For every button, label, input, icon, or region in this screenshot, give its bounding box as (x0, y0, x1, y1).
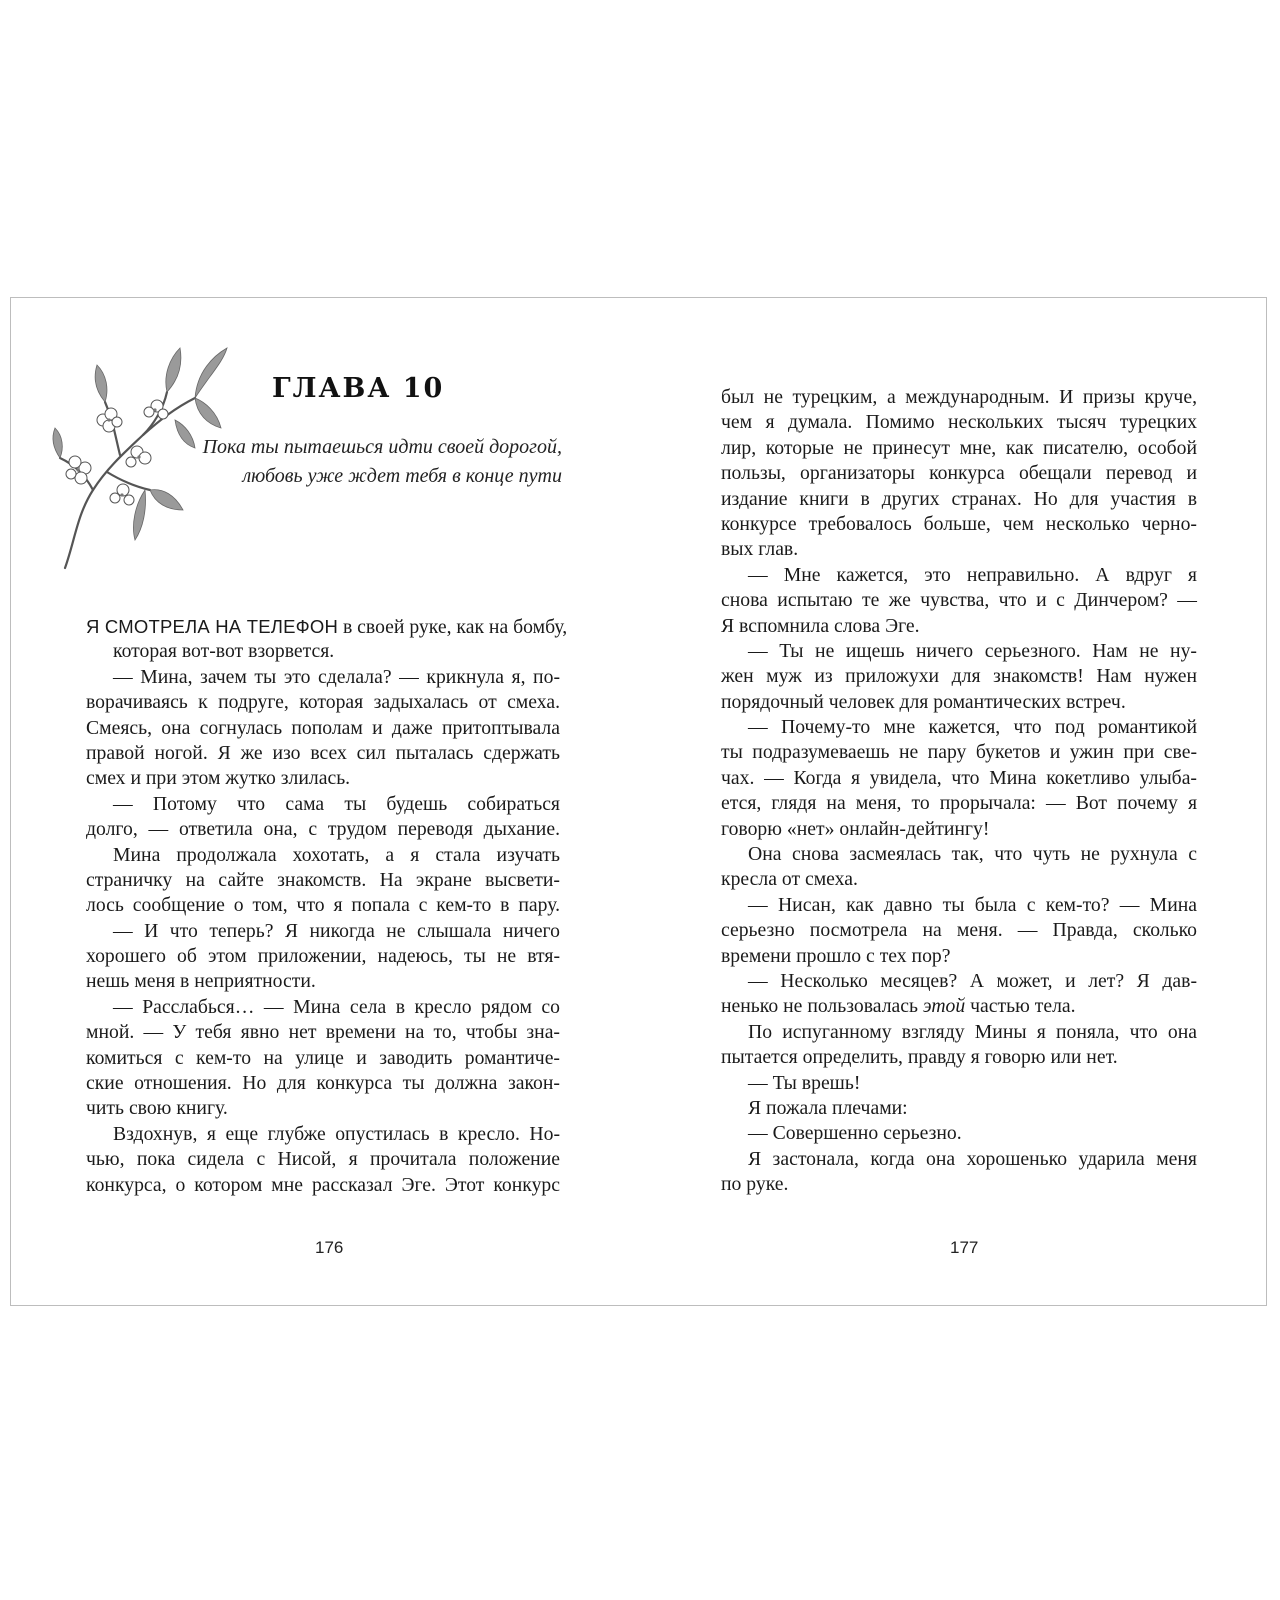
text-line: смех и при этом жутко злилась. (86, 767, 351, 790)
text-line: По испуганному взгляду Мины я поняла, что она (748, 1020, 1197, 1043)
text-line: мной. — У тебя явно нет времени на то, чтобы зна- (86, 1021, 560, 1044)
text-line: Вздохнув, я еще глубже опустилась в кресло. Но- (113, 1122, 560, 1145)
text-fragment: в своей руке, как на бомбу, (338, 616, 568, 638)
text-line: конкурса, о котором мне рассказал Эге. Этот конкурс (86, 1173, 560, 1196)
text-line: был не турецким, а международным. И призы круче, (721, 386, 1197, 408)
text-line: говорю «нет» онлайн-дейтингу! (721, 817, 990, 840)
text-line: лир, которые не принесут мне, как писателю, особой (721, 436, 1197, 459)
text-line: чить свою книгу. (86, 1097, 228, 1120)
text-line: времени прошло с тех пор? (721, 944, 951, 967)
text-line: — Нисан, как давно ты была с кем-то? — Мина (748, 893, 1197, 916)
text-line: нешь меня в неприятности. (86, 970, 316, 993)
text-line: комиться с кем-то на улице и заводить романтиче- (86, 1046, 560, 1069)
text-line: Я пожала плечами: (748, 1096, 908, 1119)
text-line: — Потому что сама ты будешь собираться (113, 792, 560, 815)
text-fragment: частью тела. (965, 995, 1076, 1018)
text-line: вых глав. (721, 538, 799, 561)
emphasized-word: этой (922, 995, 966, 1018)
text-line: снова испытаю те же чувства, что и с Динчером? — (721, 589, 1197, 612)
text-line (86, 614, 568, 639)
text-line: правой ногой. Я же изо всех сил пыталась сдержать (86, 741, 560, 764)
text-line: — Мне кажется, это неправильно. А вдруг я (748, 563, 1197, 586)
text-line: Я застонала, когда она хорошенько ударила меня (748, 1147, 1197, 1170)
text-line: пытается определить, правду я говорю или нет. (721, 1046, 1118, 1069)
chapter-epigraph (200, 433, 562, 491)
text-line: — Несколько месяцев? А может, и лет? Я дав- (748, 969, 1197, 992)
text-line: Она снова засмеялась так, что чуть не рухнула с (748, 843, 1197, 866)
text-line: ется, глядя на меня, то прорычала: — Вот почему я (721, 792, 1197, 815)
text-line: чем я думала. Помимо нескольких тысяч турецких (721, 411, 1197, 434)
text-fragment: ненько не пользовалась (721, 995, 923, 1018)
text-line: — Расслабься… — Мина села в кресло рядом со (113, 995, 560, 1018)
text-line: — Ты не ищешь ничего серьезного. Нам не ну- (748, 639, 1197, 662)
page-number-right: 177 (950, 1238, 979, 1257)
page-number-left: 176 (315, 1238, 344, 1257)
epigraph-line: Пока ты пытаешься идти своей дорогой, (202, 436, 562, 458)
text-line: хорошего об этом приложении, надеюсь, ты не втя- (86, 945, 560, 968)
text-line: чью, пока сидела с Нисой, я прочитала положение (86, 1148, 560, 1171)
text-line: — Ты врешь! (748, 1071, 861, 1094)
text-line: конкурсе требовалось больше, чем несколько черно- (721, 512, 1197, 535)
chapter-lead-in: Я СМОТРЕЛА НА ТЕЛЕФОН (86, 616, 339, 637)
epigraph-line: любовь уже ждет тебя в конце пути (242, 465, 562, 487)
left-page-text (86, 614, 568, 1198)
text-line: издание книги в других странах. Но для участия в (721, 487, 1197, 510)
text-line: — Почему-то мне кажется, что под романтикой (748, 716, 1197, 739)
text-line: кресла от смеха. (721, 868, 858, 891)
text-line: страничку на сайте знакомств. На экране высвети- (86, 868, 560, 891)
text-line: — И что теперь? Я никогда не слышала ничего (113, 919, 560, 942)
text-line: ворачиваясь к подруге, которая задыхалась от смеха. (86, 691, 560, 714)
text-line: долго, — ответила она, с трудом переводя дыхание. (86, 818, 560, 841)
text-line: ские отношения. Но для конкурса ты должна закон- (86, 1072, 560, 1095)
chapter-title: ГЛАВА 10 (272, 373, 445, 404)
text-line: которая вот-вот взорвется. (113, 640, 335, 663)
text-line: Я вспомнила слова Эге. (721, 614, 920, 637)
text-line (721, 994, 1197, 1019)
text-line: Мина продолжала хохотать, а я стала изучать (113, 843, 560, 866)
text-line: серьезно посмотрела на меня. — Правда, сколько (721, 919, 1197, 942)
text-line: — Совершенно серьезно. (748, 1122, 962, 1145)
text-line: по руке. (721, 1173, 789, 1196)
text-line: Смеясь, она согнулась пополам и даже притоптывала (86, 716, 560, 739)
text-line: пользы, организаторы конкурса обещали перевод и (721, 462, 1197, 485)
text-line: жен муж из приложухи для знакомств! Нам нужен (721, 665, 1197, 688)
text-line: порядочный человек для романтических встреч. (721, 690, 1126, 713)
text-line: ты подразумеваешь не пару букетов и ужин при све- (721, 741, 1197, 764)
text-line: чах. — Когда я увидела, что Мина кокетливо улыба- (721, 766, 1197, 789)
right-page-text (721, 385, 1197, 1198)
text-line: — Мина, зачем ты это сделала? — крикнула я, по- (113, 665, 560, 688)
text-line: лось сообщение о том, что я попала с кем-то в пару. (86, 894, 560, 917)
